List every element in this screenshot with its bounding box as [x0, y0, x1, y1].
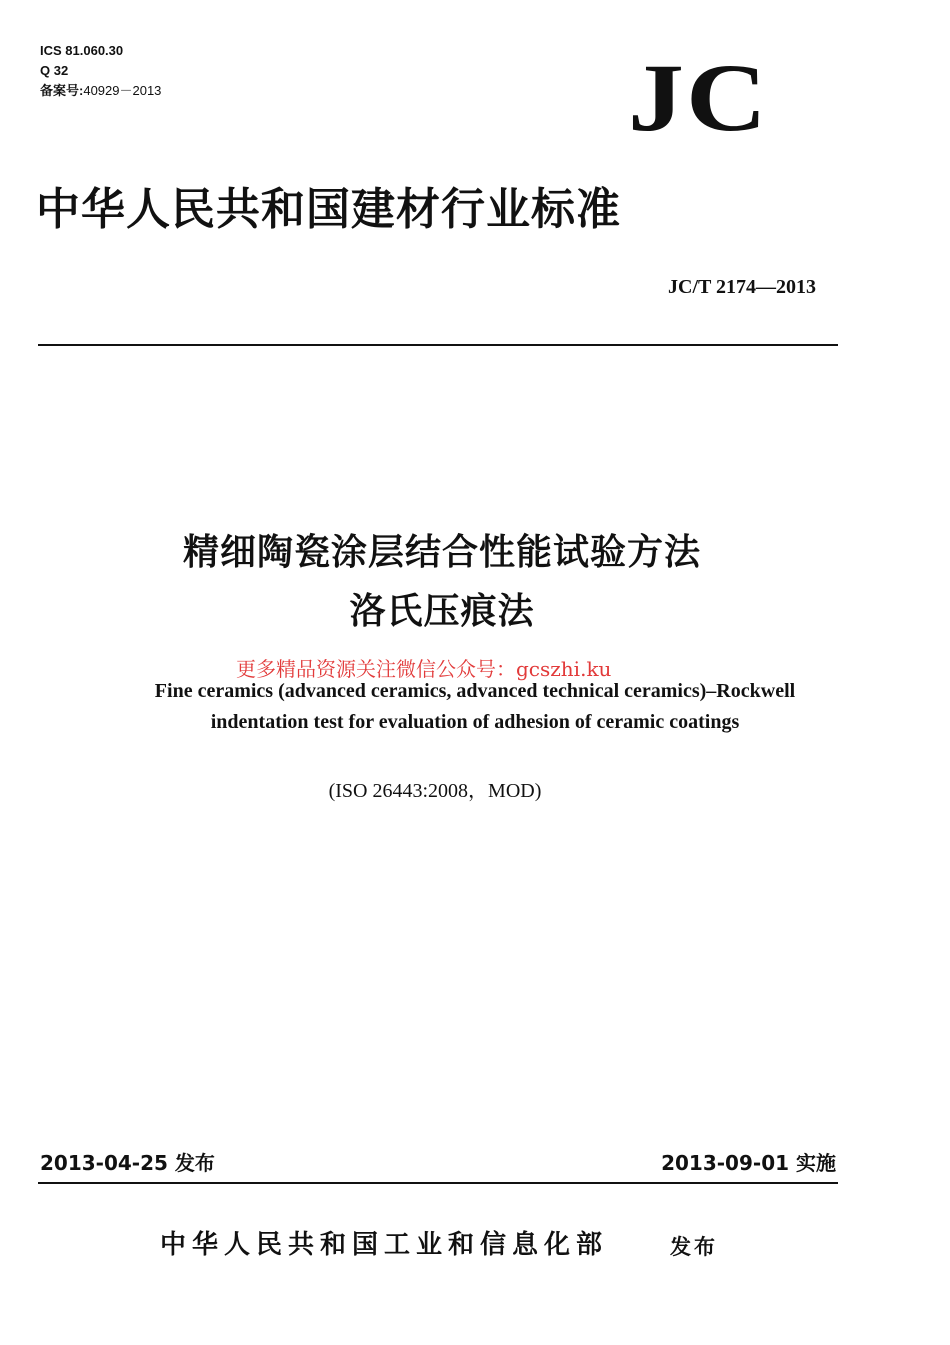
standard-number: JC/T 2174—2013 — [668, 276, 816, 298]
record-number — [40, 82, 161, 99]
top-divider — [38, 344, 838, 346]
record-label: 备案号: — [40, 83, 84, 98]
bottom-divider — [38, 1182, 838, 1184]
en-title-line2: indentation test for evaluation of adhesion of ceramic coatings — [210, 711, 740, 733]
watermark-text: 更多精品资源关注微信公众号：gcszhi.ku — [236, 657, 612, 681]
implement-date: 2013-09-01 实施 — [661, 1151, 836, 1175]
cn-title-line1: 精细陶瓷涂层结合性能试验方法 — [182, 532, 701, 573]
iso-reference: (ISO 26443:2008，MOD) — [328, 780, 542, 802]
jc-logo: JC — [628, 44, 769, 152]
en-title-line1: Fine ceramics (advanced ceramics, advanced technical ceramics)–Rockwell — [154, 680, 796, 702]
issuer-name: 中华人民共和国工业和信息化部 — [160, 1230, 609, 1260]
ccs-code: Q 32 — [40, 63, 69, 78]
standard-category-title: 中华人民共和国建材行业标准 — [36, 184, 621, 235]
publish-date: 2013-04-25 发布 — [40, 1151, 215, 1175]
cn-title-line2: 洛氏压痕法 — [349, 591, 535, 632]
record-value: 40929－2013 — [83, 83, 162, 98]
issuer-suffix: 发布 — [670, 1235, 718, 1259]
ics-code: ICS 81.060.30 — [40, 43, 124, 58]
